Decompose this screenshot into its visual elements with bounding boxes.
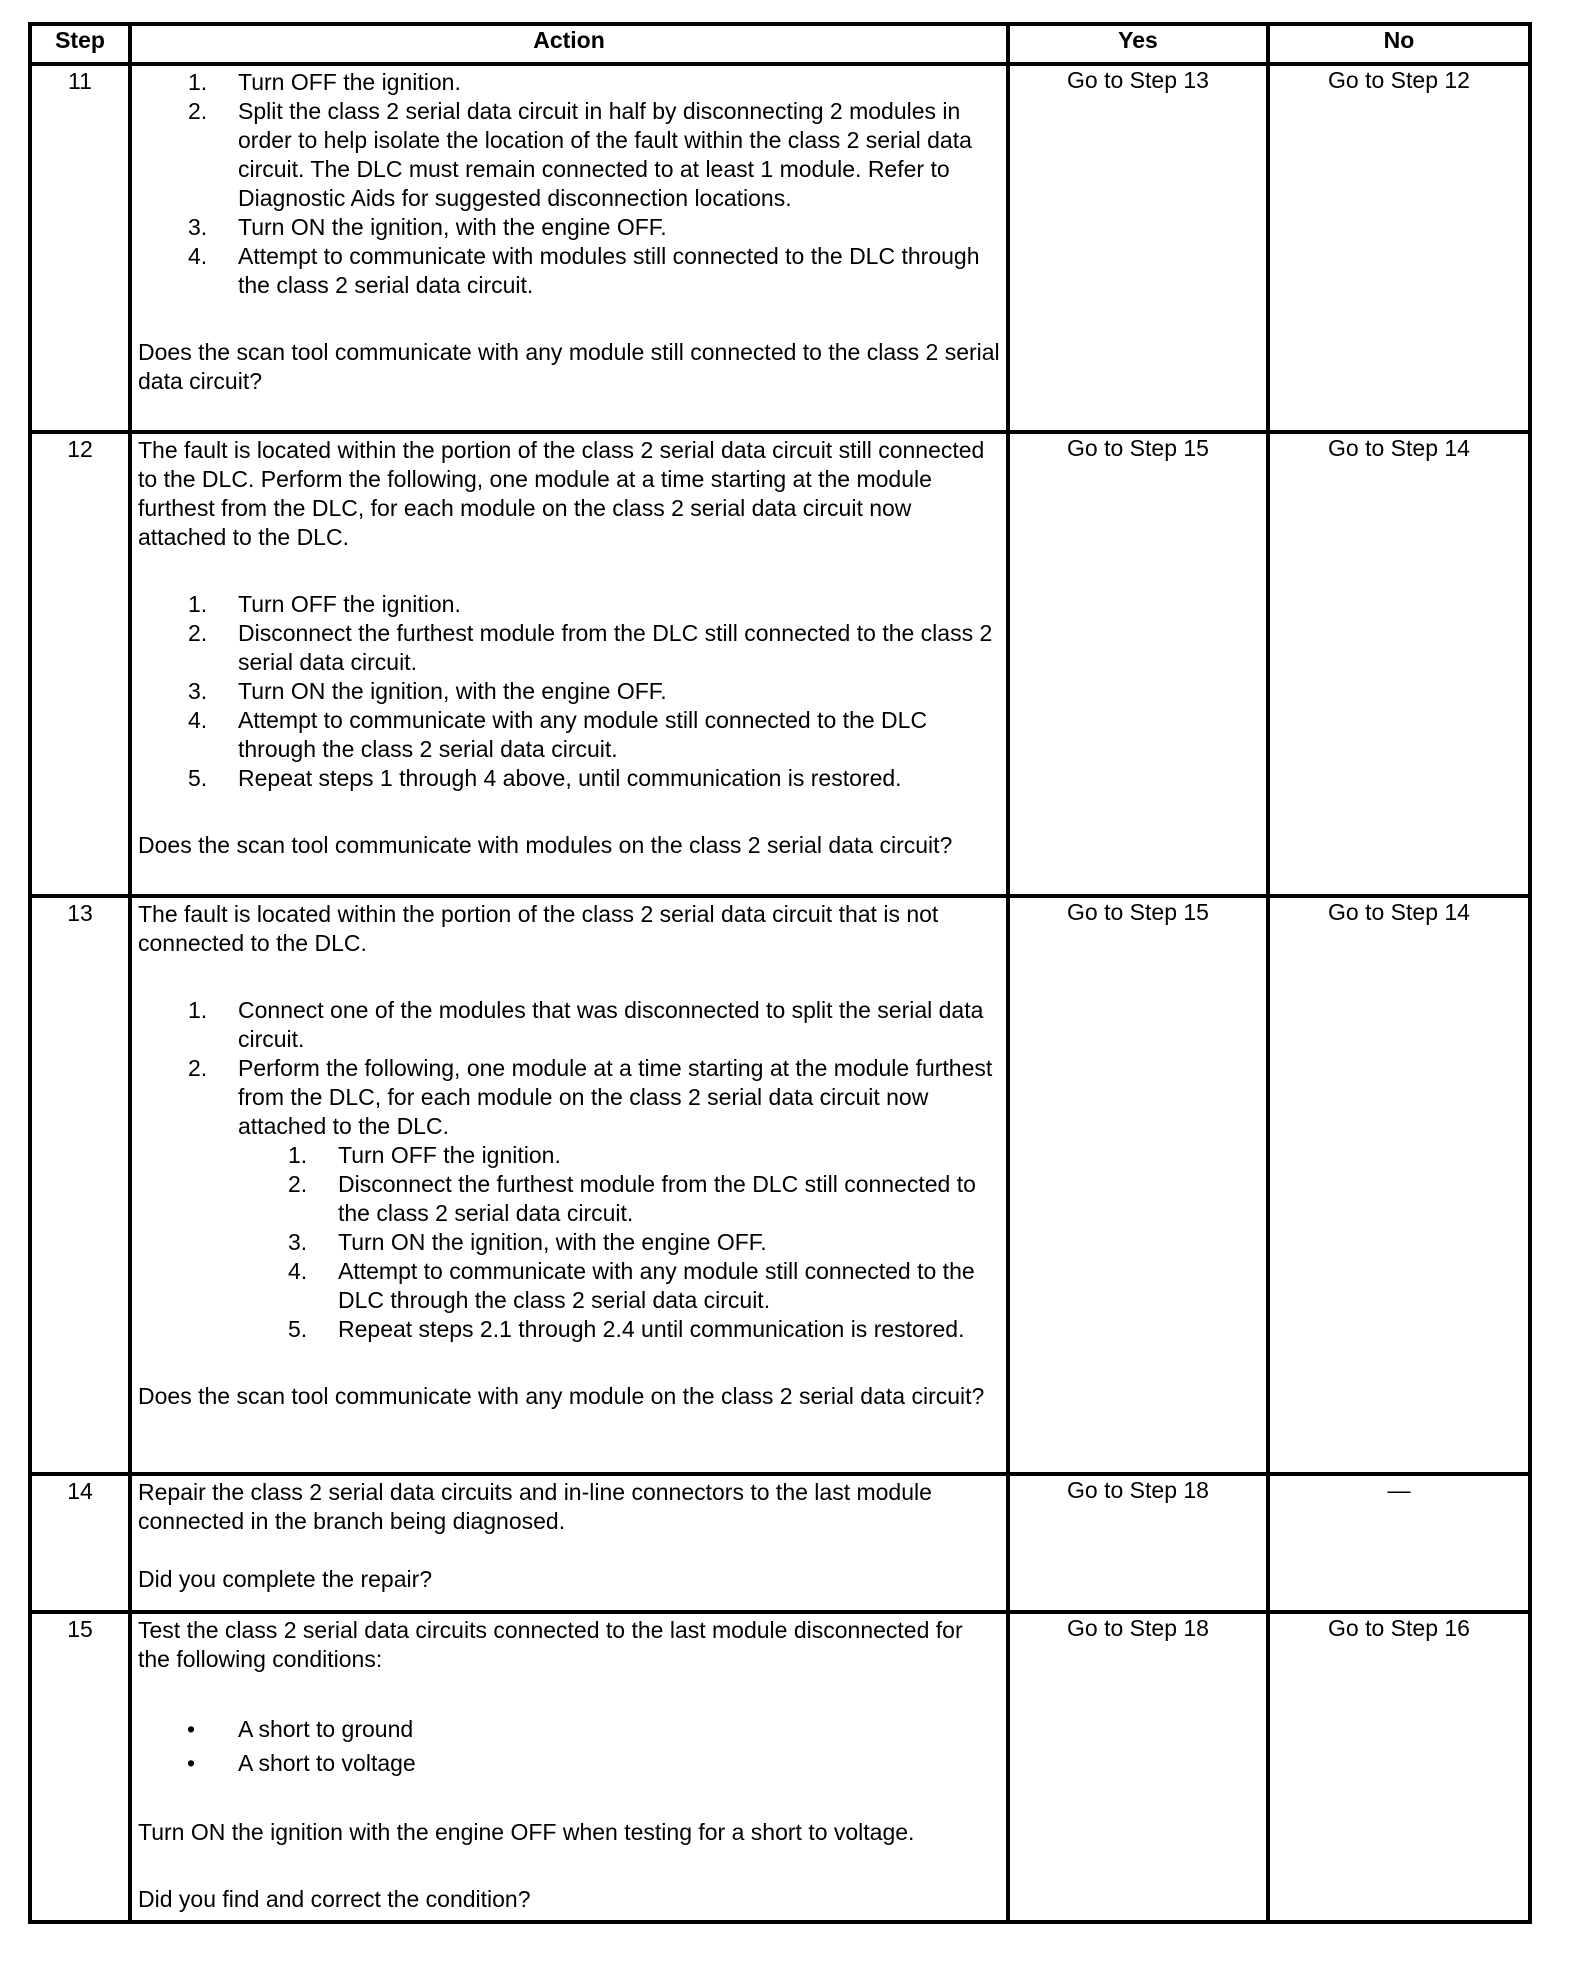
table-row-step-11: [30, 64, 1530, 432]
yes-cell: Go to Step 18: [1008, 1474, 1268, 1612]
item-number: 2.: [188, 98, 208, 124]
sub-list-item: [238, 1257, 1000, 1315]
list-item: [138, 764, 1000, 793]
no-cell: Go to Step 14: [1268, 896, 1530, 1474]
item-text: Attempt to communicate with any module still connected to the DLC through the class 2 serial data circuit.: [338, 1258, 975, 1313]
intro-text: Test the class 2 serial data circuits connected to the last module disconnected for the following conditions:: [138, 1617, 963, 1672]
sub-list-item: [238, 1170, 1000, 1228]
item-number: 1.: [188, 591, 208, 617]
sub-list-item: [238, 1315, 1000, 1344]
list-item: [138, 1746, 1000, 1780]
step-number: 15: [30, 1612, 130, 1922]
list-item: [138, 213, 1000, 242]
item-text: Disconnect the furthest module from the DLC still connected to the class 2 serial data circuit.: [338, 1171, 976, 1226]
table-row-step-14: [30, 1474, 1530, 1612]
item-number: 4.: [188, 707, 208, 733]
sub-list-item: [238, 1228, 1000, 1257]
item-number: 2.: [288, 1171, 308, 1197]
numbered-list: [138, 590, 1000, 793]
nested-list: [238, 1141, 1000, 1344]
no-cell: Go to Step 12: [1268, 64, 1530, 432]
yes-cell: Go to Step 15: [1008, 432, 1268, 896]
header-action: Action: [130, 24, 1008, 64]
header-step: Step: [30, 24, 130, 64]
list-item: [138, 590, 1000, 619]
list-item: [138, 1054, 1000, 1344]
step-number: 13: [30, 896, 130, 1474]
action-cell: [130, 1612, 1008, 1922]
item-text: A short to voltage: [238, 1750, 416, 1776]
list-item: [138, 97, 1000, 213]
item-text: Turn OFF the ignition.: [338, 1142, 561, 1168]
item-number: 4.: [288, 1258, 308, 1284]
item-text: Attempt to communicate with any module still connected to the DLC through the class 2 serial data circuit.: [238, 707, 928, 762]
item-text: Repeat steps 2.1 through 2.4 until communication is restored.: [338, 1316, 965, 1342]
item-number: 5.: [288, 1316, 308, 1342]
action-cell: [130, 896, 1008, 1474]
list-item: [138, 996, 1000, 1054]
item-number: 3.: [288, 1229, 308, 1255]
item-number: 1.: [288, 1142, 308, 1168]
sub-list-item: [238, 1141, 1000, 1170]
header-row: [30, 24, 1530, 64]
question-text: Does the scan tool communicate with any module still connected to the class 2 serial data circuit?: [138, 339, 1000, 394]
item-number: 2.: [188, 1055, 208, 1081]
item-text: Turn ON the ignition, with the engine OFF.: [238, 214, 667, 240]
question-text: Does the scan tool communicate with any module on the class 2 serial data circuit?: [138, 1383, 985, 1409]
item-text: Turn ON the ignition, with the engine OFF.: [338, 1229, 767, 1255]
question-text: Did you complete the repair?: [138, 1566, 433, 1592]
question-text: Did you find and correct the condition?: [138, 1886, 531, 1912]
no-cell: Go to Step 14: [1268, 432, 1530, 896]
note-text: Turn ON the ignition with the engine OFF when testing for a short to voltage.: [138, 1819, 915, 1845]
numbered-list: [138, 996, 1000, 1344]
item-text: Connect one of the modules that was disconnected to split the serial data circuit.: [238, 997, 984, 1052]
list-item: [138, 1712, 1000, 1746]
step-number: 11: [30, 64, 130, 432]
item-number: 1.: [188, 997, 208, 1023]
list-item: [138, 677, 1000, 706]
list-item: [138, 619, 1000, 677]
item-text: Repeat steps 1 through 4 above, until communication is restored.: [238, 765, 902, 791]
item-number: 4.: [188, 243, 208, 269]
step-number: 12: [30, 432, 130, 896]
item-number: 5.: [188, 765, 208, 791]
item-number: 2.: [188, 620, 208, 646]
bullet-icon: •: [187, 1716, 196, 1742]
header-yes: Yes: [1008, 24, 1268, 64]
question-text: Does the scan tool communicate with modules on the class 2 serial data circuit?: [138, 832, 953, 858]
yes-cell: Go to Step 13: [1008, 64, 1268, 432]
diagnostic-table: [28, 22, 1532, 1924]
table-row-step-15: [30, 1612, 1530, 1922]
yes-cell: Go to Step 18: [1008, 1612, 1268, 1922]
item-text: Turn ON the ignition, with the engine OFF.: [238, 678, 667, 704]
step-number: 14: [30, 1474, 130, 1612]
item-text: Disconnect the furthest module from the DLC still connected to the class 2 serial data circuit.: [238, 620, 993, 675]
item-number: 1.: [188, 69, 208, 95]
item-number: 3.: [188, 678, 208, 704]
action-cell: [130, 1474, 1008, 1612]
header-no: No: [1268, 24, 1530, 64]
item-text: Turn OFF the ignition.: [238, 69, 461, 95]
table-row-step-13: [30, 896, 1530, 1474]
bullet-icon: •: [187, 1750, 196, 1776]
action-cell: [130, 64, 1008, 432]
intro-text: Repair the class 2 serial data circuits and in-line connectors to the last module connected in the branch being diagnosed.: [138, 1479, 932, 1534]
no-cell: Go to Step 16: [1268, 1612, 1530, 1922]
item-text: Perform the following, one module at a time starting at the module furthest from the DLC, for each module on the class 2 serial data circuit now attached to the DLC.: [238, 1055, 993, 1139]
intro-text: The fault is located within the portion of the class 2 serial data circuit that is not connected to the DLC.: [138, 901, 939, 956]
item-text: Split the class 2 serial data circuit in half by disconnecting 2 modules in order to help isolate the location of the fault within the class 2 serial data circuit. The DLC must remain connected to at least 1 module. Refer to Diagnostic Aids for suggested disconnection locations.: [238, 98, 972, 211]
action-cell: [130, 432, 1008, 896]
item-number: 3.: [188, 214, 208, 240]
table-row-step-12: [30, 432, 1530, 896]
list-item: [138, 68, 1000, 97]
yes-cell: Go to Step 15: [1008, 896, 1268, 1474]
bullet-list: [138, 1712, 1000, 1780]
numbered-list: [138, 68, 1000, 300]
item-text: Attempt to communicate with modules still connected to the DLC through the class 2 serial data circuit.: [238, 243, 980, 298]
list-item: [138, 242, 1000, 300]
intro-text: The fault is located within the portion of the class 2 serial data circuit still connected to the DLC. Perform the following, one module at a time starting at the module furthest from the DLC, for each module on the class 2 serial data circuit now attached to the DLC.: [138, 437, 985, 550]
item-text: A short to ground: [238, 1716, 414, 1742]
no-cell: —: [1268, 1474, 1530, 1612]
item-text: Turn OFF the ignition.: [238, 591, 461, 617]
list-item: [138, 706, 1000, 764]
